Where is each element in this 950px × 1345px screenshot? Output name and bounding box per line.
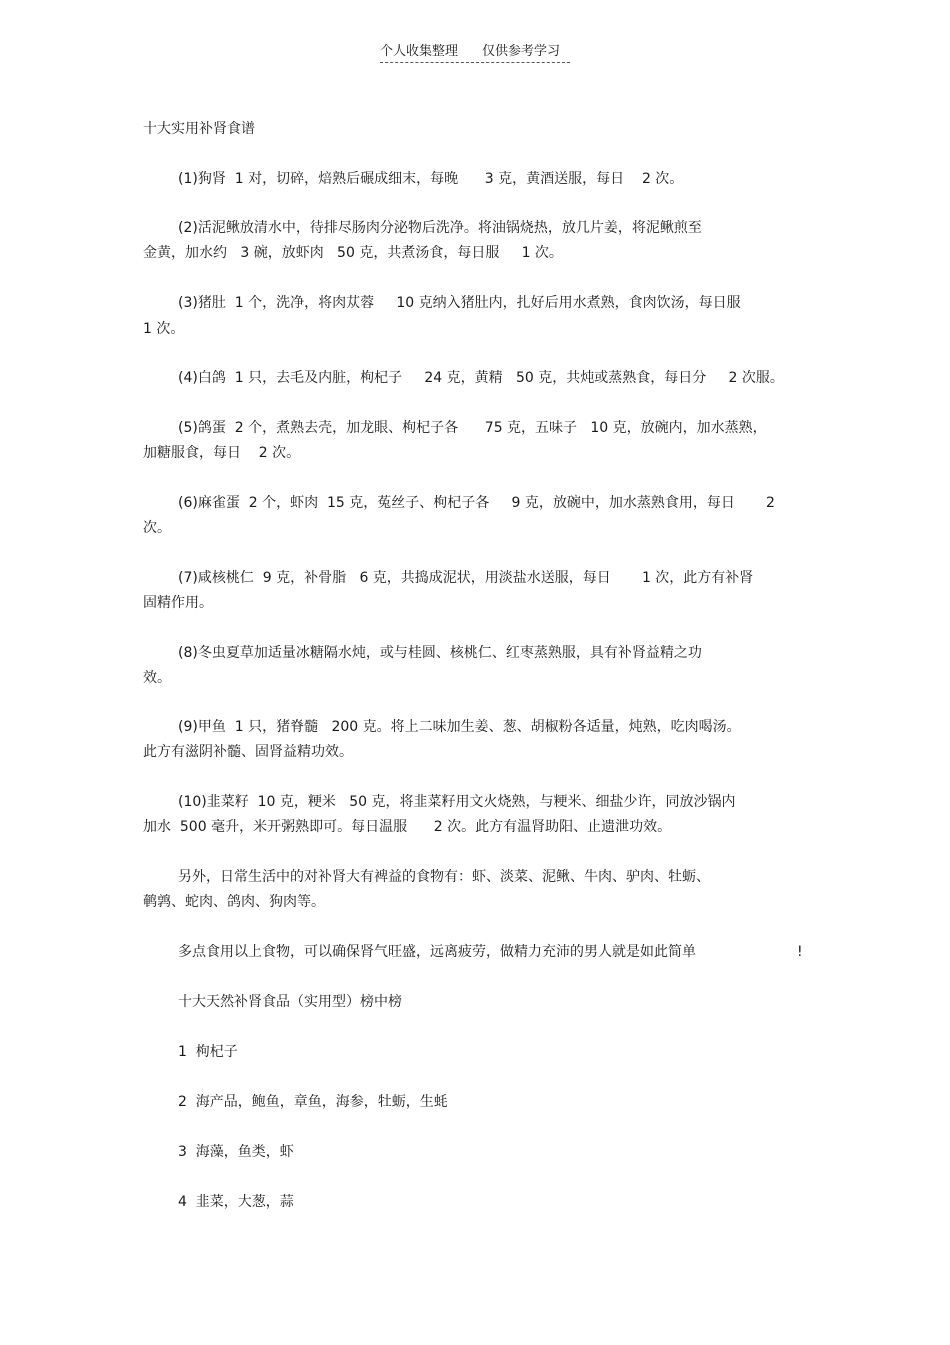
recipe-7-line-2: 固精作用。 — [143, 595, 213, 611]
recipe-5-line-2: 加糖服食，每日 2 次。 — [143, 445, 301, 461]
summary-text: 多点食用以上食物，可以确保肾气旺盛，远离疲劳，做精力充沛的男人就是如此简单 — [178, 944, 696, 960]
recipe-2-line-2: 金黄，加水约 3 碗，放虾肉 50 克，共煮汤食，每日服 1 次。 — [143, 245, 563, 261]
summary-exclamation: ! — [797, 944, 803, 960]
recipe-2-line-1: (2)活泥鳅放清水中，待排尽肠肉分泌物后洗净。将油锅烧热，放几片姜，将泥鳅煎至 — [178, 220, 702, 236]
ranking-item-1: 1 枸杞子 — [178, 1044, 238, 1060]
recipe-7-line-1: (7)咸核桃仁 9 克，补骨脂 6 克，共捣成泥状，用淡盐水送服，每日 1 次，此方有补肾 — [178, 570, 754, 586]
recipe-4: (4)白鸽 1 只，去毛及内脏，枸杞子 24 克，黄精 50 克，共炖或蒸熟食，每日分 2 次服。 — [178, 370, 784, 386]
header-left-text: 个人收集整理 — [380, 44, 459, 59]
recipe-8-line-2: 效。 — [143, 670, 171, 686]
recipes-title: 十大实用补肾食谱 — [143, 121, 255, 137]
recipe-9-line-2: 此方有滋阴补髓、固肾益精功效。 — [143, 744, 353, 760]
header-right-text: 仅供参考学习 — [482, 44, 561, 59]
page-header — [380, 40, 570, 63]
recipe-10-line-2: 加水 500 毫升，米开粥熟即可。每日温服 2 次。此方有温肾助阳、止遗泄功效。 — [143, 819, 672, 835]
ranking-item-2: 2 海产品，鲍鱼，章鱼，海参，牡蛎，生蚝 — [178, 1094, 448, 1110]
ranking-item-4: 4 韭菜，大葱，蒜 — [178, 1194, 294, 1210]
recipe-3-line-1: (3)猪肚 1 个，洗净，将肉苁蓉 10 克纳入猪肚内，扎好后用水煮熟，食肉饮汤，每日服 — [178, 295, 741, 311]
recipe-10-line-1: (10)韭菜籽 10 克，粳米 50 克，将韭菜籽用文火烧熟，与粳米、细盐少许，同放沙锅内 — [178, 794, 736, 810]
recipe-5-line-1: (5)鸽蛋 2 个，煮熟去壳，加龙眼、枸杞子各 75 克，五味子 10 克，放碗内，加水蒸熟， — [178, 420, 767, 436]
recipe-3-line-2: 1 次。 — [143, 321, 185, 337]
recipe-9-line-1: (9)甲鱼 1 只，猪脊髓 200 克。将上二味加生姜、葱、胡椒粉各适量，炖熟，吃肉喝汤。 — [178, 719, 741, 735]
recipe-8-line-1: (8)冬虫夏草加适量冰糖隔水炖，或与桂圆、核桃仁、红枣蒸熟服，具有补肾益精之功 — [178, 645, 702, 661]
recipe-6-line-2: 次。 — [143, 520, 171, 536]
recipe-6-line-1: (6)麻雀蛋 2 个，虾肉 15 克，菟丝子、枸杞子各 9 克，放碗中，加水蒸熟食用，每日 2 — [178, 495, 775, 511]
other-foods-line-1: 另外，日常生活中的对补肾大有裨益的食物有：虾、淡菜、泥鳅、牛肉、驴肉、牡蛎、 — [178, 869, 710, 885]
ranking-item-3: 3 海藻，鱼类，虾 — [178, 1144, 294, 1160]
other-foods-line-2: 鹌鹑、蛇肉、鸽肉、狗肉等。 — [143, 894, 325, 910]
ranking-title: 十大天然补肾食品（实用型）榜中榜 — [178, 994, 402, 1010]
recipe-1: (1)狗肾 1 对，切碎，焙熟后碾成细末，每晚 3 克，黄酒送服，每日 2 次。 — [178, 171, 684, 187]
